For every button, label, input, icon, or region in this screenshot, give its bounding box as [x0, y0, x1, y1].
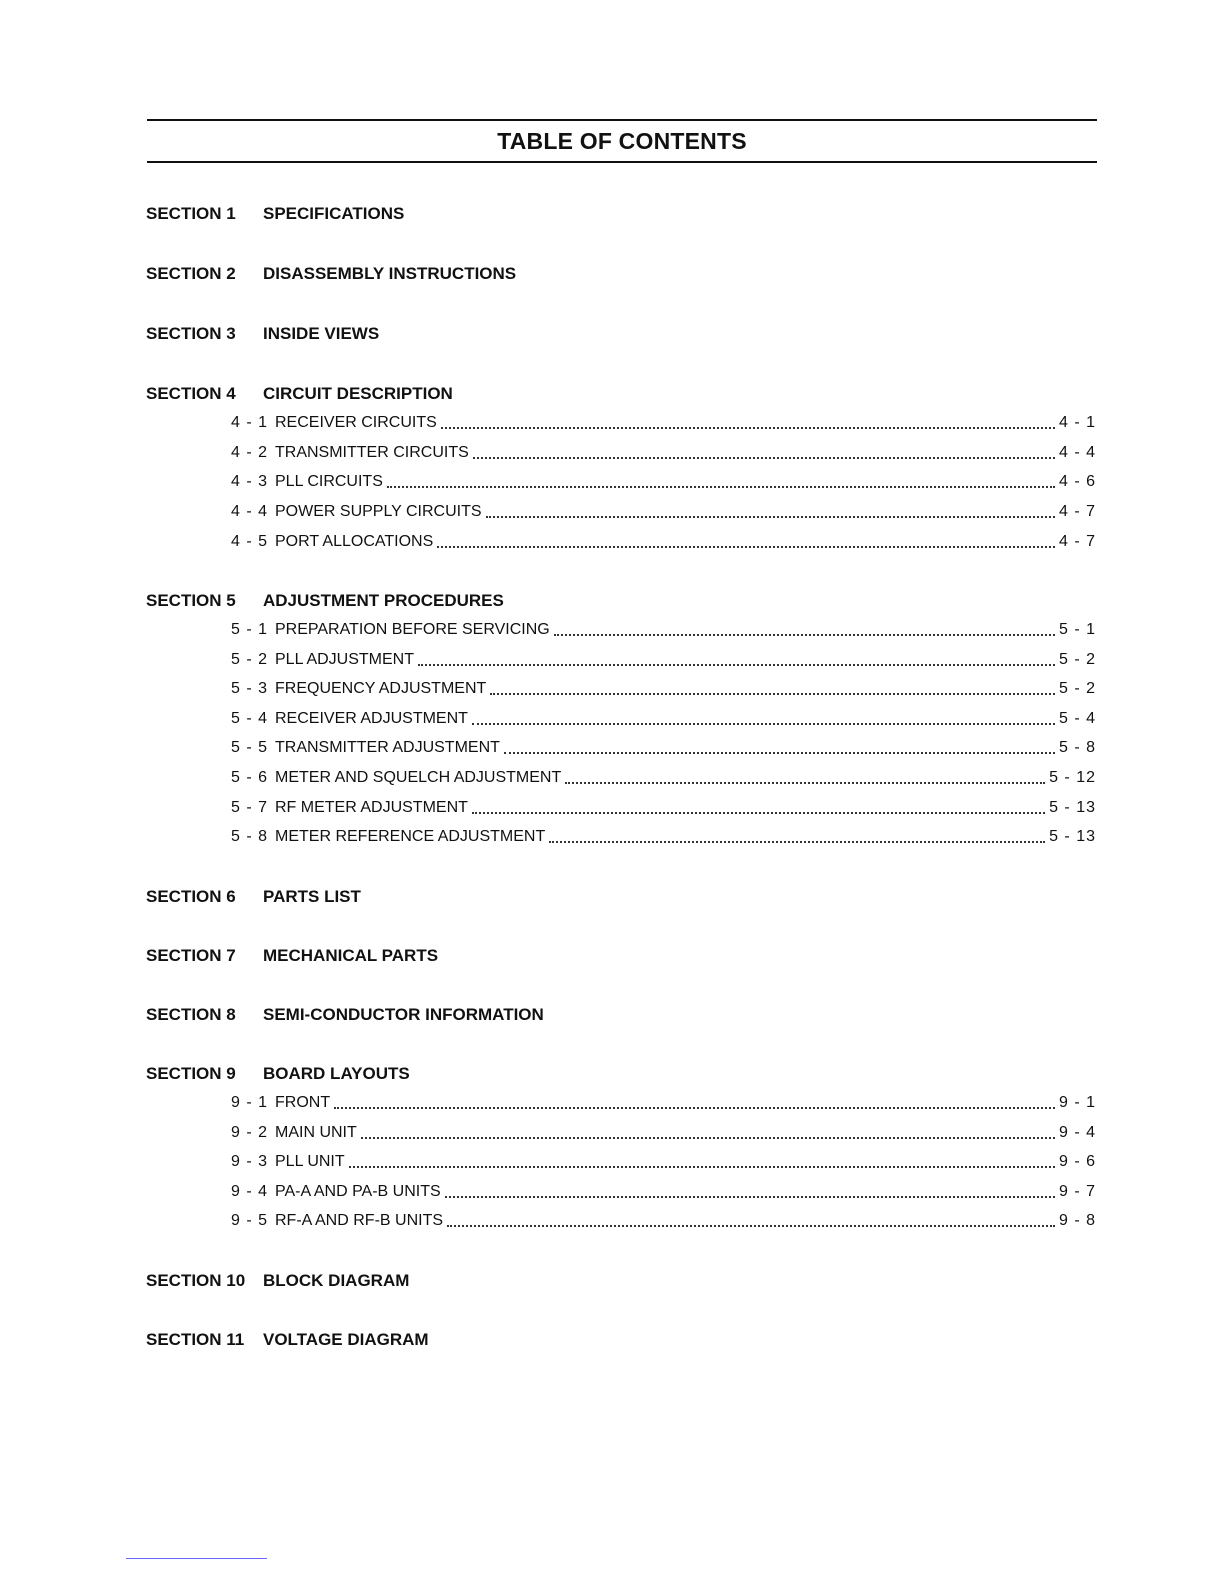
entry-code: 5 - 4	[231, 710, 269, 727]
entry-code: 5 - 7	[231, 799, 269, 816]
dot-leader	[349, 1166, 1055, 1168]
entry-code: 5 - 6	[231, 769, 269, 786]
dot-leader	[486, 516, 1055, 518]
toc-entry[interactable]	[231, 678, 1096, 700]
entry-code: 9 - 3	[231, 1153, 269, 1170]
entry-label: PLL ADJUSTMENT	[275, 651, 414, 668]
section-number: SECTION 10	[146, 1271, 246, 1290]
entry-page: 5 - 8	[1058, 739, 1096, 756]
entry-code: 5 - 1	[231, 621, 269, 638]
title-underline-rule	[147, 161, 1097, 163]
dot-leader	[334, 1107, 1055, 1109]
entry-label: FRONT	[275, 1094, 331, 1111]
section-heading[interactable]	[146, 1269, 409, 1293]
entry-page: 4 - 7	[1058, 503, 1096, 520]
entry-page: 5 - 13	[1049, 799, 1096, 816]
section-number: SECTION 9	[146, 1064, 236, 1083]
toc-entry[interactable]	[231, 737, 1096, 759]
section-heading[interactable]	[146, 322, 379, 346]
entry-code: 5 - 3	[231, 680, 269, 697]
entry-label: PREPARATION BEFORE SERVICING	[275, 621, 550, 638]
entry-page: 5 - 13	[1049, 828, 1096, 845]
section-title: BLOCK DIAGRAM	[263, 1271, 410, 1290]
entry-label: PLL CIRCUITS	[275, 473, 383, 490]
entry-label: RF-A AND RF-B UNITS	[275, 1212, 444, 1229]
entry-page: 9 - 6	[1058, 1153, 1096, 1170]
entry-label: PLL UNIT	[275, 1153, 345, 1170]
entry-page: 9 - 1	[1058, 1094, 1096, 1111]
entry-code: 5 - 8	[231, 828, 269, 845]
entry-label: RECEIVER CIRCUITS	[275, 414, 437, 431]
entry-code: 4 - 4	[231, 503, 269, 520]
entry-page: 4 - 7	[1058, 533, 1096, 550]
section-heading[interactable]	[146, 944, 438, 968]
section-heading[interactable]	[146, 589, 504, 613]
entry-code: 4 - 1	[231, 414, 269, 431]
section-title: CIRCUIT DESCRIPTION	[263, 384, 453, 403]
entry-code: 9 - 5	[231, 1212, 269, 1229]
entry-code: 4 - 5	[231, 533, 269, 550]
section-title: VOLTAGE DIAGRAM	[263, 1330, 429, 1349]
entry-page: 4 - 4	[1058, 444, 1096, 461]
toc-entry[interactable]	[231, 1181, 1096, 1203]
section-number: SECTION 8	[146, 1005, 236, 1024]
entry-label: RECEIVER ADJUSTMENT	[275, 710, 468, 727]
entry-code: 5 - 2	[231, 651, 269, 668]
toc-entry[interactable]	[231, 619, 1096, 641]
section-heading[interactable]	[146, 202, 404, 226]
section-number: SECTION 2	[146, 264, 236, 283]
section-title: DISASSEMBLY INSTRUCTIONS	[263, 264, 517, 283]
dot-leader	[472, 812, 1045, 814]
section-number: SECTION 5	[146, 591, 236, 610]
entry-code: 9 - 2	[231, 1124, 269, 1141]
section-number: SECTION 11	[146, 1330, 245, 1349]
section-number: SECTION 1	[146, 204, 236, 223]
toc-entry[interactable]	[231, 1092, 1096, 1114]
dot-leader	[437, 546, 1055, 548]
section-title: BOARD LAYOUTS	[263, 1064, 410, 1083]
top-rule	[147, 119, 1097, 121]
entry-code: 9 - 1	[231, 1094, 269, 1111]
section-title: SEMI-CONDUCTOR INFORMATION	[263, 1005, 544, 1024]
section-heading[interactable]	[146, 885, 361, 909]
entry-page: 9 - 8	[1058, 1212, 1096, 1229]
dot-leader	[361, 1137, 1055, 1139]
entry-page: 5 - 12	[1049, 769, 1096, 786]
toc-entry[interactable]	[231, 1122, 1096, 1144]
section-title: SPECIFICATIONS	[263, 204, 405, 223]
entry-page: 5 - 1	[1058, 621, 1096, 638]
dot-leader	[490, 693, 1055, 695]
dot-leader	[418, 664, 1055, 666]
entry-page: 5 - 2	[1058, 651, 1096, 668]
toc-entry[interactable]	[231, 797, 1096, 819]
toc-entry[interactable]	[231, 531, 1096, 553]
entry-label: TRANSMITTER CIRCUITS	[275, 444, 469, 461]
dot-leader	[387, 486, 1055, 488]
entry-label: METER AND SQUELCH ADJUSTMENT	[275, 769, 562, 786]
dot-leader	[549, 841, 1045, 843]
section-number: SECTION 6	[146, 887, 236, 906]
entry-code: 9 - 4	[231, 1183, 269, 1200]
toc-entry[interactable]	[231, 708, 1096, 730]
entry-label: PORT ALLOCATIONS	[275, 533, 434, 550]
toc-entry[interactable]	[231, 826, 1096, 848]
dot-leader	[554, 634, 1055, 636]
entry-label: MAIN UNIT	[275, 1124, 357, 1141]
section-title: ADJUSTMENT PROCEDURES	[263, 591, 504, 610]
section-heading[interactable]	[146, 1328, 429, 1352]
toc-entry[interactable]	[231, 442, 1096, 464]
dot-leader	[447, 1225, 1055, 1227]
entry-page: 4 - 1	[1058, 414, 1096, 431]
dot-leader	[473, 457, 1055, 459]
entry-code: 5 - 5	[231, 739, 269, 756]
entry-label: METER REFERENCE ADJUSTMENT	[275, 828, 546, 845]
section-title: PARTS LIST	[263, 887, 361, 906]
entry-label: POWER SUPPLY CIRCUITS	[275, 503, 482, 520]
page-title: TABLE OF CONTENTS	[497, 128, 747, 154]
dot-leader	[441, 427, 1055, 429]
toc-entry[interactable]	[231, 412, 1096, 434]
section-heading[interactable]	[146, 262, 516, 286]
toc-entry[interactable]	[231, 471, 1096, 493]
dot-leader	[472, 723, 1055, 725]
entry-code: 4 - 3	[231, 473, 269, 490]
toc-entry[interactable]	[231, 1210, 1096, 1232]
toc-entry[interactable]	[231, 767, 1096, 789]
footer-link-underline	[126, 1558, 267, 1559]
dot-leader	[504, 752, 1055, 754]
section-heading[interactable]	[146, 1003, 544, 1027]
section-title: INSIDE VIEWS	[263, 324, 380, 343]
entry-page: 9 - 4	[1058, 1124, 1096, 1141]
section-heading[interactable]	[146, 382, 453, 406]
dot-leader	[445, 1196, 1055, 1198]
entry-page: 4 - 6	[1058, 473, 1096, 490]
entry-code: 4 - 2	[231, 444, 269, 461]
entry-label: PA-A AND PA-B UNITS	[275, 1183, 441, 1200]
dot-leader	[565, 782, 1045, 784]
toc-entry[interactable]	[231, 501, 1096, 523]
section-number: SECTION 3	[146, 324, 236, 343]
entry-page: 5 - 4	[1058, 710, 1096, 727]
section-title: MECHANICAL PARTS	[263, 946, 439, 965]
toc-entry[interactable]	[231, 649, 1096, 671]
section-heading[interactable]	[146, 1062, 410, 1086]
entry-label: FREQUENCY ADJUSTMENT	[275, 680, 487, 697]
entry-label: TRANSMITTER ADJUSTMENT	[275, 739, 500, 756]
entry-page: 9 - 7	[1058, 1183, 1096, 1200]
entry-page: 5 - 2	[1058, 680, 1096, 697]
entry-label: RF METER ADJUSTMENT	[275, 799, 468, 816]
toc-entry[interactable]	[231, 1151, 1096, 1173]
section-number: SECTION 4	[146, 384, 236, 403]
section-number: SECTION 7	[146, 946, 236, 965]
